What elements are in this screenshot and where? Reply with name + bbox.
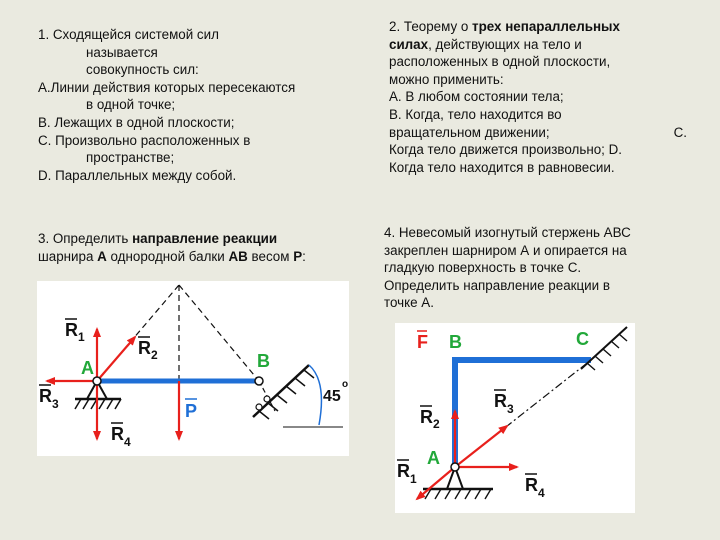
label-r3-rod: R	[494, 391, 507, 411]
label-p: P	[185, 401, 198, 421]
force-r2	[97, 337, 135, 381]
q2-line-3: расположенных в одной плоскости,	[389, 54, 611, 70]
force-r3-rod	[455, 426, 507, 467]
label-degree: о	[342, 379, 349, 390]
q4-line-4: Определить направление реакции в	[384, 277, 610, 293]
q2-option-b: В. Когда, тело находится во	[389, 106, 562, 122]
label-r2-rod-sub: 2	[433, 417, 440, 431]
q2-option-a: А. В любом состоянии тела;	[389, 89, 564, 105]
question-2	[389, 18, 687, 176]
label-r4-rod: R	[525, 475, 538, 495]
label-r3-sub: 3	[52, 397, 59, 411]
figure-rod-abc	[395, 323, 635, 513]
q3-t2: однородной балки	[106, 248, 229, 264]
q1-option-c-2: пространстве;	[86, 150, 175, 166]
label-r4: R	[111, 424, 124, 444]
label-a: А	[81, 358, 94, 378]
q2-bold-text-2: силах	[389, 36, 429, 52]
hinge-point-a-rod	[451, 463, 459, 471]
q2-text: 2. Теорему о	[389, 19, 473, 34]
label-b-rod: B	[449, 332, 462, 352]
question-1	[38, 26, 358, 184]
label-r1-sub: 1	[78, 330, 85, 344]
q2-line-7	[389, 124, 687, 142]
question-4	[384, 224, 694, 312]
label-r4-sub: 4	[124, 435, 131, 449]
label-r3: R	[39, 386, 52, 406]
q2-option-c: Когда тело движется произвольно; D.	[389, 142, 622, 158]
q2-text-2: , действующих на тело и	[428, 36, 582, 52]
q3-b3: Р	[293, 248, 303, 264]
figure-beam-ab	[37, 281, 349, 456]
label-r1: R	[65, 320, 78, 340]
q3-b2: АВ	[228, 248, 248, 264]
q1-stem: 1. Сходящейся системой сил	[38, 27, 219, 42]
label-a-rod: А	[427, 448, 440, 468]
q2-text-7b: С.	[673, 124, 687, 140]
q3-line-2	[38, 248, 368, 266]
label-r3-rod-sub: 3	[507, 402, 514, 416]
label-angle: 45	[323, 388, 341, 405]
q4-line-3: гладкую поверхность в точке С.	[384, 260, 582, 276]
hinge-support-a2	[423, 467, 493, 499]
label-r2: R	[138, 338, 151, 358]
label-r4-rod-sub: 4	[538, 486, 545, 500]
q1-stem-2: называется	[86, 44, 158, 60]
label-b: В	[257, 351, 270, 371]
hinge-point-b	[255, 377, 263, 385]
rod-diagram	[395, 323, 635, 513]
q1-option-a: А.Линии действия которых пересекаются	[38, 79, 296, 95]
hinge-point-a	[93, 377, 101, 385]
label-f: F	[417, 332, 428, 352]
q4-line-2: закреплен шарниром А и опирается на	[384, 242, 627, 258]
q4-line-5: точке А.	[384, 295, 434, 311]
angle-arc	[309, 365, 321, 425]
q1-option-d: D. Параллельных между собой.	[38, 167, 237, 183]
q1-option-b: В. Лежащих в одной плоскости;	[38, 114, 235, 130]
q2-line-2	[389, 36, 687, 54]
label-c-rod: C	[576, 329, 589, 349]
q2-line-4: можно применить:	[389, 71, 504, 87]
q2-bold-text: трех непараллельных	[472, 19, 620, 34]
label-r2-sub: 2	[151, 348, 158, 362]
q3-line-1	[38, 230, 368, 248]
q1-option-a-2: в одной точке;	[86, 97, 176, 113]
beam-diagram	[37, 281, 349, 456]
q2-option-d: Когда тело находится в равновесии.	[389, 159, 615, 175]
q2-text-7a: вращательном движении;	[389, 124, 550, 140]
q3-t3: весом	[247, 248, 294, 264]
q2-line-1	[389, 18, 687, 36]
q3-t4: :	[302, 248, 306, 264]
q1-stem-3: совокупность сил:	[86, 62, 199, 78]
q3-text: 3. Определить	[38, 231, 133, 246]
q4-line-1: 4. Невесомый изогнутый стержень АВС	[384, 225, 631, 240]
label-r1-rod: R	[397, 461, 410, 481]
q3-b1: А	[97, 248, 107, 264]
label-r1-rod-sub: 1	[410, 472, 417, 486]
q3-t1: шарнира	[38, 248, 98, 264]
q1-option-c: С. Произвольно расположенных в	[38, 132, 251, 148]
dashed-line-ob	[179, 285, 259, 381]
question-3	[38, 230, 368, 265]
q3-bold-text: направление реакции	[132, 231, 278, 246]
label-r2-rod: R	[420, 407, 433, 427]
